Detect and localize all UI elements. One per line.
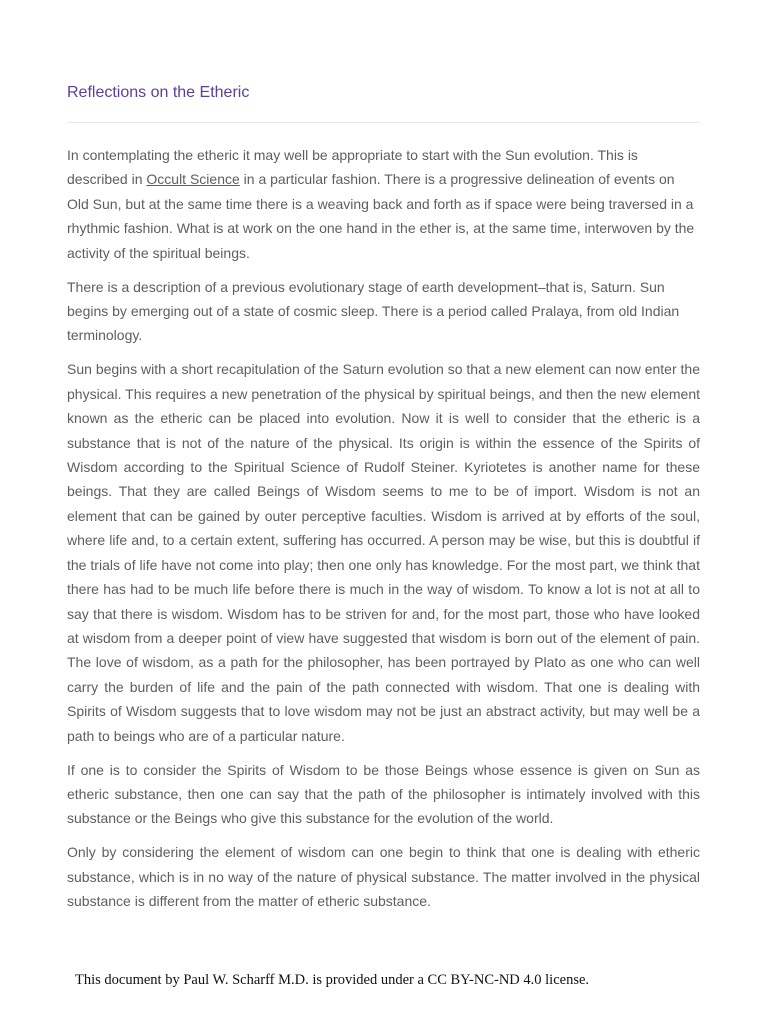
paragraph-2: There is a description of a previous evolutionary stage of earth development–that is, Saturn. Sun begins by emerging out of a state of cosmic sleep. There is a period called Pralaya, from old Indian terminology. <box>67 278 680 344</box>
paragraph-3: Sun begins with a short recapitulation of the Saturn evolution so that a new element can now enter the physical. This requires a new penetration of the physical by spiritual beings, and then the new element known as the etheric can be placed into evolution. Now it is well to consider that the etheric is a substance that is not of the nature of the physical. Its origin is within the essence of the Spirits of Wisdom according to the Spiritual Science of Rudolf Steiner. Kyriotetes is another name for these beings. That they are called Beings of Wisdom seems to me to be of import. Wisdom is not an element that can be gained by outer perceptive faculties. Wisdom is arrived at by efforts of the soul, where life and, to a certain extent, suffering has occurred. A person may be wise, but this is doubtful if the trials of life have not come into play; then one only has knowledge. For the most part, we think that there has had to be much life before there is much in the way of wisdom. To know a lot is not at all to say that there is wisdom. Wisdom has to be striven for and, for the most part, those who have looked at wisdom from a deeper point of view have suggested that wisdom is born out of the element of pain. The love of wisdom, as a path for the philosopher, has been portrayed by Plato as one who can well carry the burden of life and the pain of the path connected with wisdom. That one is dealing with Spirits of Wisdom suggests that to love wisdom may not be just an abstract activity, but may well be a path to beings who are of a particular nature. <box>67 361 700 744</box>
article-body <box>67 143 700 923</box>
license-footer: This document by Paul W. Scharff M.D. is provided under a CC BY-NC-ND 4.0 license. <box>75 972 590 988</box>
paragraph-1 <box>67 143 700 265</box>
page-title: Reflections on the Etheric <box>67 84 250 101</box>
paragraph-1-text-before-link: In contemplating the etheric it may well be appropriate to start with the Sun evolution. This is described in <box>67 147 638 188</box>
paragraph-5: Only by considering the element of wisdom can one begin to think that one is dealing with etheric substance, which is in no way of the nature of physical substance. The matter involved in the physical substance is different from the matter of etheric substance. <box>67 844 700 910</box>
occult-science-link[interactable]: Occult Science <box>146 171 240 188</box>
paragraph-4: If one is to consider the Spirits of Wisdom to be those Beings whose essence is given on Sun as etheric substance, then one can say that the path of the philosopher is intimately involved with this substance or the Beings who give this substance for the evolution of the world. <box>67 761 700 827</box>
paragraph-1-text-after-link: in a particular fashion. There is a progressive delineation of events on Old Sun, but at the same time there is a weaving back and forth as if space were being traversed in a rhythmic fashion. What is at work on the one hand in the ether is, at the same time, interwoven by the activity of the spiritual beings. <box>67 171 695 261</box>
title-divider <box>67 122 700 123</box>
